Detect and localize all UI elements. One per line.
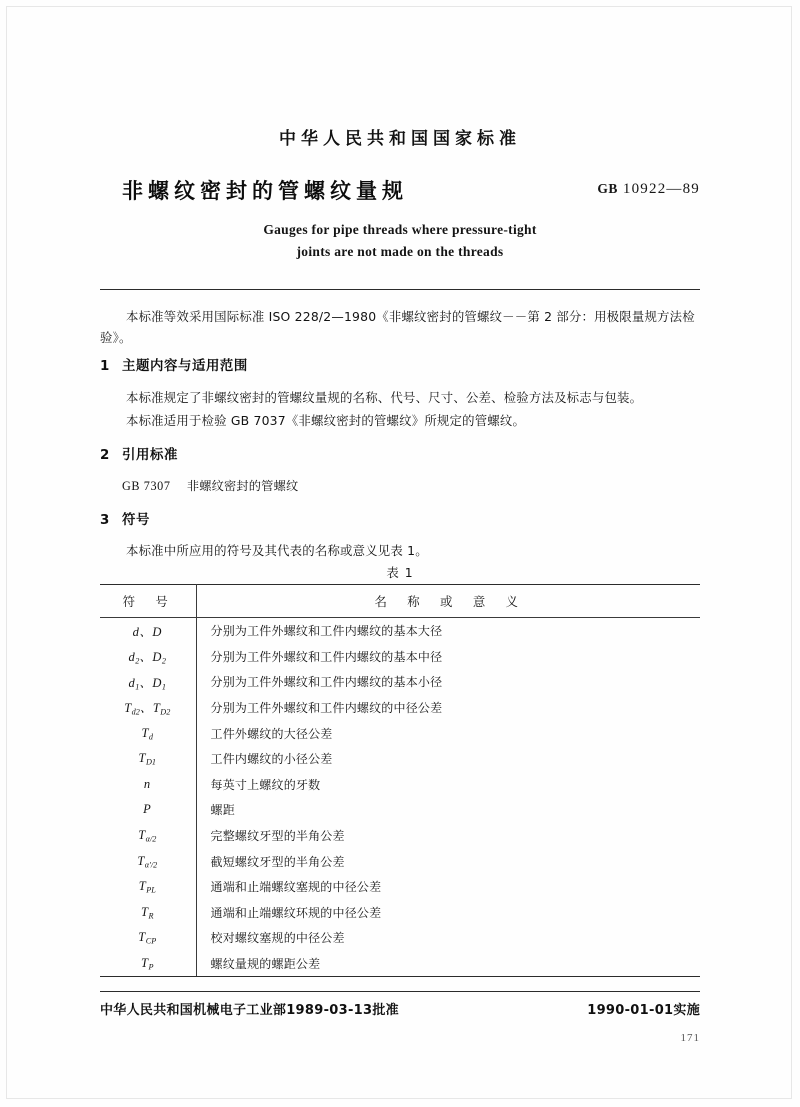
section-heading-1 — [100, 355, 700, 374]
section-number-1: 1 — [100, 359, 110, 374]
section-title-2: 引用标准 — [122, 448, 178, 463]
meaning-cell: 通端和止端螺纹塞规的中径公差 — [210, 880, 382, 895]
english-subtitle-line-2: joints are not made on the threads — [296, 244, 504, 259]
symbol-cell — [100, 848, 196, 874]
meaning-cell: 分别为工件外螺纹和工件内螺纹的基本中径 — [210, 649, 443, 664]
meaning-cell: 分别为工件外螺纹和工件内螺纹的基本小径 — [210, 675, 443, 690]
page-number: 171 — [680, 1032, 700, 1044]
section-heading-2 — [100, 444, 700, 463]
table-row — [100, 823, 700, 849]
reference-standard-code: GB 7307 — [122, 479, 171, 493]
section-number-2: 2 — [100, 448, 110, 463]
english-subtitle-line-1: Gauges for pipe threads where pressure-tight — [263, 222, 537, 237]
symbol-text: $d_2$、$D_2$ — [128, 650, 166, 666]
intro-paragraph: 本标准等效采用国际标准 ISO 228/2—1980《非螺纹密封的管螺纹－－第 2 部分：用极限量规方法检验》。 — [100, 309, 695, 345]
table-row — [100, 720, 700, 746]
table-row — [100, 695, 700, 721]
meaning-cell: 通端和止端螺纹环规的中径公差 — [210, 905, 382, 920]
meaning-cell: 完整螺纹牙型的半角公差 — [210, 829, 345, 844]
symbol-cell — [100, 874, 196, 900]
symbol-text: $T_{\alpha/2}$ — [138, 827, 157, 844]
footer-row — [100, 999, 700, 1021]
symbol-text: d、D — [132, 624, 162, 639]
table-row — [100, 746, 700, 772]
meaning-cell: 螺纹量规的螺距公差 — [196, 951, 700, 977]
header-divider-rule — [100, 289, 700, 290]
symbol-text: $T_P$ — [141, 955, 154, 972]
standard-number-prefix: GB — [597, 181, 618, 196]
meaning-cell: 分别为工件外螺纹和工件内螺纹的中径公差 — [210, 701, 443, 716]
symbol-text: $T_R$ — [141, 904, 154, 920]
section-1-paragraph-1: 本标准规定了非螺纹密封的管螺纹量规的名称、代号、尺寸、公差、检验方法及标志与包装。 — [126, 390, 643, 405]
symbols-table — [100, 584, 700, 977]
table-row — [100, 669, 700, 695]
symbol-text: $d_1$、$D_1$ — [128, 675, 166, 692]
symbol-cell — [100, 618, 196, 644]
table-row — [100, 618, 700, 644]
symbol-cell — [100, 746, 196, 772]
section-title-1: 主题内容与适用范围 — [122, 359, 248, 374]
meaning-cell: 工件内螺纹的小径公差 — [210, 752, 333, 767]
symbol-text: $T_{PL}$ — [138, 879, 156, 895]
section-3-paragraph-1: 本标准中所应用的符号及其代表的名称或意义见表 1。 — [126, 543, 428, 558]
symbol-text: $T_{d2}$、$T_{D2}$ — [124, 701, 171, 717]
section-1-paragraph-2: 本标准适用于检验 GB 7037《非螺纹密封的管螺纹》所规定的管螺纹。 — [126, 413, 526, 428]
meaning-cell: 分别为工件外螺纹和工件内螺纹的基本大径 — [210, 624, 443, 639]
symbol-cell — [100, 695, 196, 721]
normative-reference-entry — [100, 476, 700, 497]
section-title-3: 符号 — [122, 513, 150, 528]
table-row — [100, 951, 700, 977]
reference-standard-title: 非螺纹密封的管螺纹 — [186, 479, 299, 493]
column-header-name: 名 称 或 意 义 — [196, 585, 700, 618]
symbol-text: $T_{\alpha'/2}$ — [137, 853, 158, 869]
footer-approval-text: 中华人民共和国机械电子工业部1989-03-13批准 — [100, 1003, 399, 1018]
english-subtitle — [100, 219, 700, 263]
section-heading-3 — [100, 509, 700, 528]
symbol-text: $T_d$ — [141, 725, 154, 741]
footer-divider-rule — [100, 991, 700, 992]
section-number-3: 3 — [100, 513, 110, 528]
symbol-text: $T_{D1}$ — [138, 751, 156, 767]
symbol-cell — [100, 925, 196, 951]
table-row — [100, 900, 700, 926]
table-row — [100, 772, 700, 798]
national-standard-heading: 中华人民共和国国家标准 — [279, 129, 521, 149]
table-header-row — [100, 585, 700, 618]
column-header-symbol: 符 号 — [100, 585, 196, 618]
table-row — [100, 797, 700, 823]
meaning-cell: 每英寸上螺纹的牙数 — [210, 777, 321, 792]
table-row — [100, 644, 700, 670]
symbols-table-body — [100, 618, 700, 977]
symbol-cell — [100, 644, 196, 670]
title-row — [100, 175, 700, 207]
table-row — [100, 848, 700, 874]
symbol-text: $T_{CP}$ — [138, 930, 157, 946]
meaning-cell: 螺距 — [210, 803, 235, 818]
meaning-cell: 工件外螺纹的大径公差 — [210, 726, 333, 741]
table-caption: 表 1 — [386, 565, 414, 580]
footer-implementation-text: 1990-01-01实施 — [587, 1003, 700, 1018]
standard-number-value: 10922—89 — [622, 181, 700, 197]
meaning-cell: 截短螺纹牙型的半角公差 — [210, 854, 345, 869]
symbol-cell — [100, 951, 196, 977]
symbol-text: P — [143, 802, 152, 817]
page-title: 非螺纹密封的管螺纹量规 — [122, 179, 408, 203]
symbols-table-head — [100, 585, 700, 618]
symbol-cell — [100, 900, 196, 926]
meaning-cell: 校对螺纹塞规的中径公差 — [210, 931, 345, 946]
table-row — [100, 925, 700, 951]
symbol-text: n — [143, 776, 151, 791]
symbol-cell — [100, 823, 196, 849]
symbol-cell — [100, 797, 196, 823]
symbol-cell — [100, 669, 196, 695]
table-row — [100, 874, 700, 900]
symbol-cell — [100, 772, 196, 798]
standard-number — [597, 181, 700, 198]
symbol-cell — [100, 720, 196, 746]
